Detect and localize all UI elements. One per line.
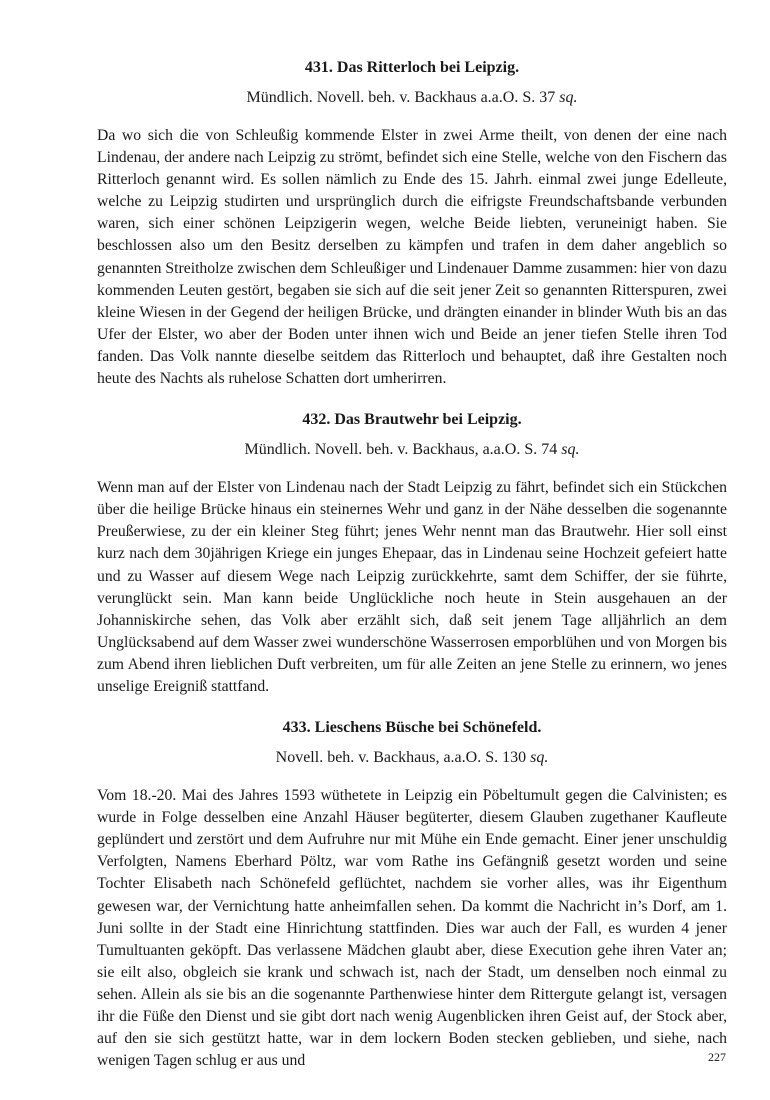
section-body: Vom 18.-20. Mai des Jahres 1593 wüthetete in Leipzig ein Pöbeltumult gegen die Calvinisten; es wurde in Folge desselben eine Anzahl Häuser begüterter, diesem Glauben zugethaner Kaufleute geplündert und zerstört und dem Aufruhre nur mit Mühe ein Ende gemacht. Einer jener unschuldig Verfolgten, Namens Eberhard Pöltz, war vom Rathe ins Gefängniß gesetzt worden und seine Tochter Elisabeth nach Schönefeld geflüchtet, nachdem sie vorher alles, was ihr Eigenthum gewesen war, der Vernichtung hatte anheimfallen sehen. Da kommt die Nachricht in’s Dorf, am 1. Juni sollte in der Stadt eine Hinrichtung stattfinden. Dies war auch der Fall, es wurden 4 jener Tumultuanten geköpft. Das verlassene Mädchen glaubt aber, diese Execution gehe ihren Vater an; sie eilt also, obgleich sie krank und schwach ist, nach der Stadt, um denselben noch einmal zu sehen. Allein als sie bis an die sogenannte Parthenwiese hinter dem Rittergute gelangt ist, versagen ihr die Füße den Dienst und sie gibt dort nach wenig Augenblicken ihren Geist auf, der Stock aber, auf den sie sich gestützt hatte, war in dem lockern Boden stecken geblieben, und siehe, nach wenigen Tagen schlug er aus und bbox=[97, 787, 727, 1070]
source-text: Mündlich. Novell. beh. v. Backhaus, a.a.O. S. 74 bbox=[244, 441, 558, 459]
section-source bbox=[97, 440, 727, 460]
source-suffix: sq. bbox=[530, 749, 549, 767]
section-title: 433. Lieschens Büsche bei Schönefeld. bbox=[282, 719, 542, 737]
section-432 bbox=[97, 410, 727, 698]
section-title: 432. Das Brautwehr bei Leipzig. bbox=[302, 411, 522, 429]
section-source bbox=[97, 88, 727, 108]
document-page bbox=[97, 50, 727, 1092]
source-text: Mündlich. Novell. beh. v. Backhaus a.a.O. S. 37 bbox=[246, 89, 556, 106]
section-body: Wenn man auf der Elster von Lindenau nach der Stadt Leipzig zu fährt, befindet sich ein Stückchen über die heilige Brücke hinaus ein steinernes Wehr und ganz in der Nähe desselben die sogenannte Preußerwiese, zu der ein kleiner Steg führt; jenes Wehr nennt man das Brautwehr. Hier soll einst kurz nach dem 30jährigen Kriege ein junges Ehepaar, das in Lindenau seine Hochzeit gefeiert hatte und zu Wasser auf diesem Wege nach Leipzig zurückkehrte, samt dem Schiffer, der sie führte, verunglückt sein. Man kann beide Unglückliche noch heute in Stein ausgehauen an der Johanniskirche sehen, das Volk aber erzählt sich, daß seit jenem Tage alljährlich an dem Unglücksabend auf dem Wasser zwei wunderschöne Wasserrosen emporblühen und von Morgen bis zum Abend ihren lieblichen Duft verbreiten, um für alle Zeiten an jene Stelle zu erinnern, wo jenes unselige Ereigniß stattfand. bbox=[97, 479, 727, 695]
source-suffix: sq. bbox=[559, 89, 578, 106]
section-431 bbox=[97, 58, 727, 390]
section-433 bbox=[97, 718, 727, 1072]
source-text: Novell. beh. v. Backhaus, a.a.O. S. 130 bbox=[275, 749, 527, 767]
page-number: 227 bbox=[708, 1050, 726, 1064]
section-source bbox=[97, 748, 727, 768]
source-suffix: sq. bbox=[561, 441, 580, 459]
section-body: Da wo sich die von Schleußig kommende Elster in zwei Arme theilt, von denen der eine nach Lindenau, der andere nach Leipzig zu strömt, befindet sich eine Stelle, welche von den Fischern das Ritterloch genannt wird. Es sollen nämlich zu Ende des 15. Jahrh. einmal zwei junge Edelleute, welche zu Leipzig studirten und ursprünglich durch die eifrigste Freundschaftsbande verbunden waren, sich einer schönen Leipzigerin wegen, welche Beide liebten, veruneinigt haben. Sie beschlossen also um den Besitz derselben zu kämpfen und trafen in dem daher angeblich so genannten Streitholze zwischen dem Schleußiger und Lindenauer Damme zusammen: hier von dazu kommenden Leuten gestört, begaben sie sich auf die seit jener Zeit so genannten Ritterspuren, zwei kleine Wiesen in der Gegend der heiligen Brücke, und drängten einander in blinder Wuth bis an das Ufer der Elster, wo aber der Boden unter ihnen wich und Beide an jener tiefen Stelle ihren Tod fanden. Das Volk nannte dieselbe seitdem das Ritterloch und behauptet, daß ihre Gestalten noch heute des Nachts als ruhelose Schatten dort umherirren. bbox=[97, 127, 727, 388]
section-title: 431. Das Ritterloch bei Leipzig. bbox=[304, 59, 520, 76]
